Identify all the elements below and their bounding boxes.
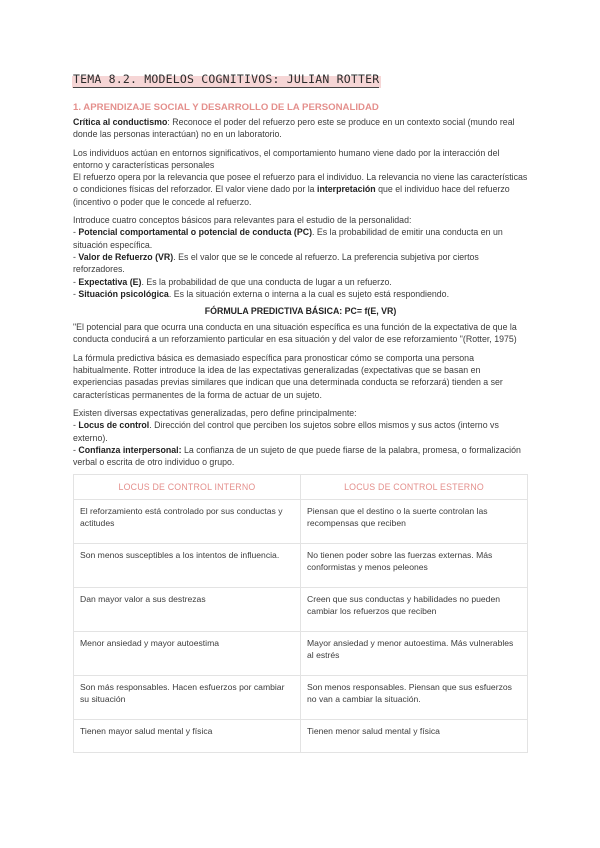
table-header-row — [74, 475, 528, 500]
quote-rotter: "El potencial para que ocurra una conducta en una situación específica es una función de la expectativa de que la conducta conducirá a un reforzamiento particular en esa situación y del valor de ese reforzamiento "(Rotter, 1975) — [73, 322, 517, 345]
title-block — [73, 72, 379, 88]
table-cell: Dan mayor valor a sus destrezas — [74, 588, 301, 632]
table-cell: Menor ansiedad y mayor autoestima — [74, 632, 301, 676]
term: Confianza interpersonal: — [78, 444, 182, 455]
table-cell: Son menos responsables. Piensan que sus esfuerzos no van a cambiar la situación. — [301, 676, 528, 720]
page-title: TEMA 8.2. MODELOS COGNITIVOS: JULIAN ROTTER — [73, 72, 380, 86]
paragraph-expectativas: Existen diversas expectativas generalizadas, pero define principalmente: - Locus de control. Dirección del control que perciben los sujetos sobre ellos mismos y sus actos (interno vs externo). - Confianza interpersonal: La confianza de un sujeto de que puede fiarse de la palabra, promesa, o formalización verbal o escrita de otro individuo o grupo. — [73, 407, 521, 468]
formula-heading: FÓRMULA PREDICTIVA BÁSICA: PC= f(E, VR) — [204, 306, 397, 317]
table-row — [74, 676, 528, 720]
term: interpretación — [317, 184, 376, 195]
table-cell: Mayor ansiedad y menor autoestima. Más vulnerables al estrés — [301, 632, 528, 676]
table-cell: Son menos susceptibles a los intentos de influencia. — [74, 544, 301, 588]
locus-table — [73, 474, 528, 753]
table-cell: El reforzamiento está controlado por sus conductas y actitudes — [74, 500, 301, 544]
paragraph-individuos: Los individuos actúan en entornos significativos, el comportamiento humano viene dado por la interacción del entorno y características personales — [73, 147, 500, 170]
paragraph-refuerzo: El refuerzo opera por la relevancia que posee el refuerzo para el individuo. La relevancia no viene las características o condiciones físicas del reforzador. El valor viene dado por la interpretación que el individuo hace del refuerzo (incentivo o poder que le concede al refuerzo. — [73, 172, 528, 207]
table-cell: Tienen menor salud mental y física — [301, 720, 528, 753]
table-cell: Piensan que el destino o la suerte controlan las recompensas que reciben — [301, 500, 528, 544]
term: Potencial comportamental o potencial de conducta (PC) — [78, 227, 313, 238]
column-header-internal: LOCUS DE CONTROL INTERNO — [74, 475, 301, 500]
table-row — [74, 544, 528, 588]
table-row — [74, 588, 528, 632]
term: Expectativa (E) — [78, 276, 142, 287]
section-heading: 1. APRENDIZAJE SOCIAL Y DESARROLLO DE LA PERSONALIDAD — [73, 102, 379, 113]
column-header-external: LOCUS DE CONTROL ESTERNO — [301, 475, 528, 500]
paragraph-critica: Crítica al conductismo: Reconoce el poder del refuerzo pero este se produce en un contexto social (mundo real donde las personas interactúan) no en un laboratorio. — [73, 117, 515, 140]
table-row — [74, 720, 528, 753]
title-underline — [73, 87, 379, 88]
term: Valor de Refuerzo (VR) — [78, 251, 174, 262]
term: Locus de control — [78, 420, 150, 431]
paragraph-conceptos: Introduce cuatro conceptos básicos para relevantes para el estudio de la personalidad: - Potencial comportamental o potencial de conducta (PC). Es la probabilidad de emitir una conducta en un situación específica. - Valor de Refuerzo (VR). Es el valor que se le concede al refuerzo. La preferencia subjetiva por ciertos reforzadores. - Expectativa (E). Es la probabilidad de que una conducta de lugar a un refuerzo. - Situación psicológica. Es la situación externa o interna a la cual es sujeto está respondiendo. — [73, 215, 503, 299]
term: Situación psicológica — [78, 288, 169, 299]
table-cell: Creen que sus conductas y habilidades no pueden cambiar los refuerzos que reciben — [301, 588, 528, 632]
table-row — [74, 632, 528, 676]
table-cell: Son más responsables. Hacen esfuerzos por cambiar su situación — [74, 676, 301, 720]
table-cell: Tienen mayor salud mental y física — [74, 720, 301, 753]
paragraph-formula: La fórmula predictiva básica es demasiado específica para pronosticar cómo se comporta una persona habitualmente. Rotter introduce la idea de las expectativas generalizadas (expectativas que se basan en experiencias pasadas previas similares que indican que una determinada conducta se reforzará) tienden a ser características permanentes de la forma de actuar de un sujeto. — [73, 352, 503, 400]
table-cell: No tienen poder sobre las fuerzas externas. Más conformistas y menos peleones — [301, 544, 528, 588]
term: Crítica al conductismo — [73, 117, 168, 127]
table-row — [74, 500, 528, 544]
